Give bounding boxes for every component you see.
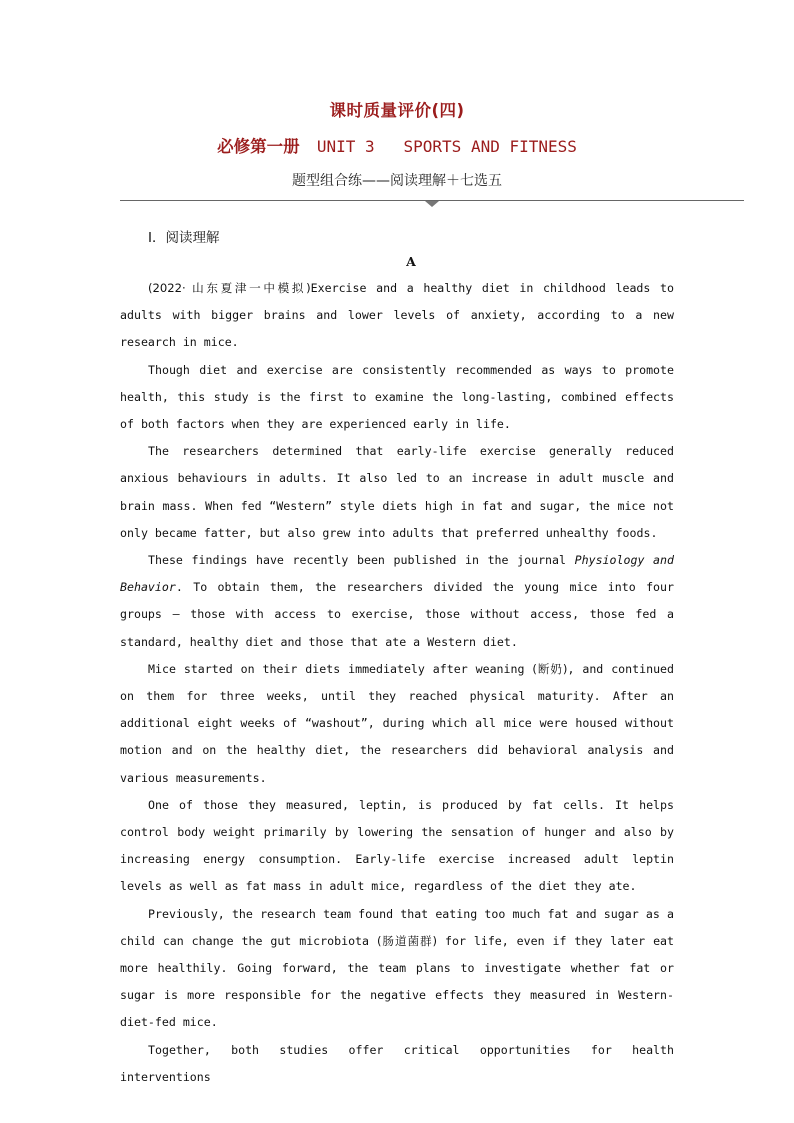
paragraph-7 (120, 901, 674, 1037)
page-title: 课时质量评价(四) (329, 101, 465, 120)
paragraph-2: Though diet and exercise are consistently recommended as ways to promote health, this study is the first to examine the long-lasting, combined effects of both factors when they are experienced early in life. (120, 362, 674, 432)
paragraph-3: The researchers determined that early-life exercise generally reduced anxious behaviours in adults. It also led to an increase in adult muscle and brain mass. When fed “Western” style diets high in fat and sugar, the mice not only became fatter, but also grew into adults that preferred unhealthy foods. (120, 444, 674, 540)
unit-title (0, 133, 794, 157)
divider-triangle-icon (425, 201, 439, 207)
paragraph-5 (120, 656, 674, 792)
paragraph-4-start: These findings have recently been published in the journal (148, 553, 575, 568)
journal-title: Physiology and Behavior (120, 553, 674, 595)
paragraph-1-text: Exercise and a healthy diet in childhood leads to adults with bigger brains and lower levels of anxiety, according to a new research in mice. (120, 281, 674, 350)
book-label: 必修第一册 (217, 137, 300, 156)
gloss-microbiota: (肠道菌群) (376, 933, 438, 948)
passage-label: A (406, 254, 416, 269)
paragraph-7-end: for life, even if they later eat more healthily. Going forward, the team plans to investigate whether fat or sugar is more responsible for the negative effects they measured in Western-diet-fed mice. (120, 933, 675, 1030)
paragraph-1 (120, 275, 674, 357)
gloss-weaning: (断奶) (532, 661, 568, 676)
section-heading: Ⅰ．阅读理解 (148, 230, 220, 246)
unit-label: UNIT 3 SPORTS AND FITNESS (316, 137, 577, 156)
paragraph-6: One of those they measured, leptin, is produced by fat cells. It helps control body weight primarily by lowering the sensation of hunger and also by increasing energy consumption. Early-life exercise increased adult leptin levels as well as fat mass in adult mice, regardless of the diet they ate. (120, 797, 674, 894)
passage-body (120, 275, 674, 1091)
paragraph-8: Together, both studies offer critical opportunities for health interventions (120, 1042, 674, 1084)
paragraph-7-start: Previously, the research team found that eating too much fat and sugar as a child can change the gut microbiota (120, 906, 674, 948)
source-note: (2022· 山东夏津一中模拟) (148, 281, 311, 295)
paragraph-4 (120, 547, 674, 656)
exercise-type-subtitle: 题型组合练——阅读理解＋七选五 (292, 173, 502, 189)
paragraph-4-end: . To obtain them, the researchers divided the young mice into four groups — those with access to exercise, those without access, those fed a standard, healthy diet and those that ate a Western diet. (120, 580, 674, 649)
paragraph-5-end: , and continued on them for three weeks, until they reached physical maturity. After an additional eight weeks of “washout”, during which all mice were housed without motion and on the healthy diet, the researchers did behavioral analysis and various measurements. (120, 661, 675, 785)
paragraph-5-start: Mice started on their diets immediately after weaning (148, 661, 533, 676)
